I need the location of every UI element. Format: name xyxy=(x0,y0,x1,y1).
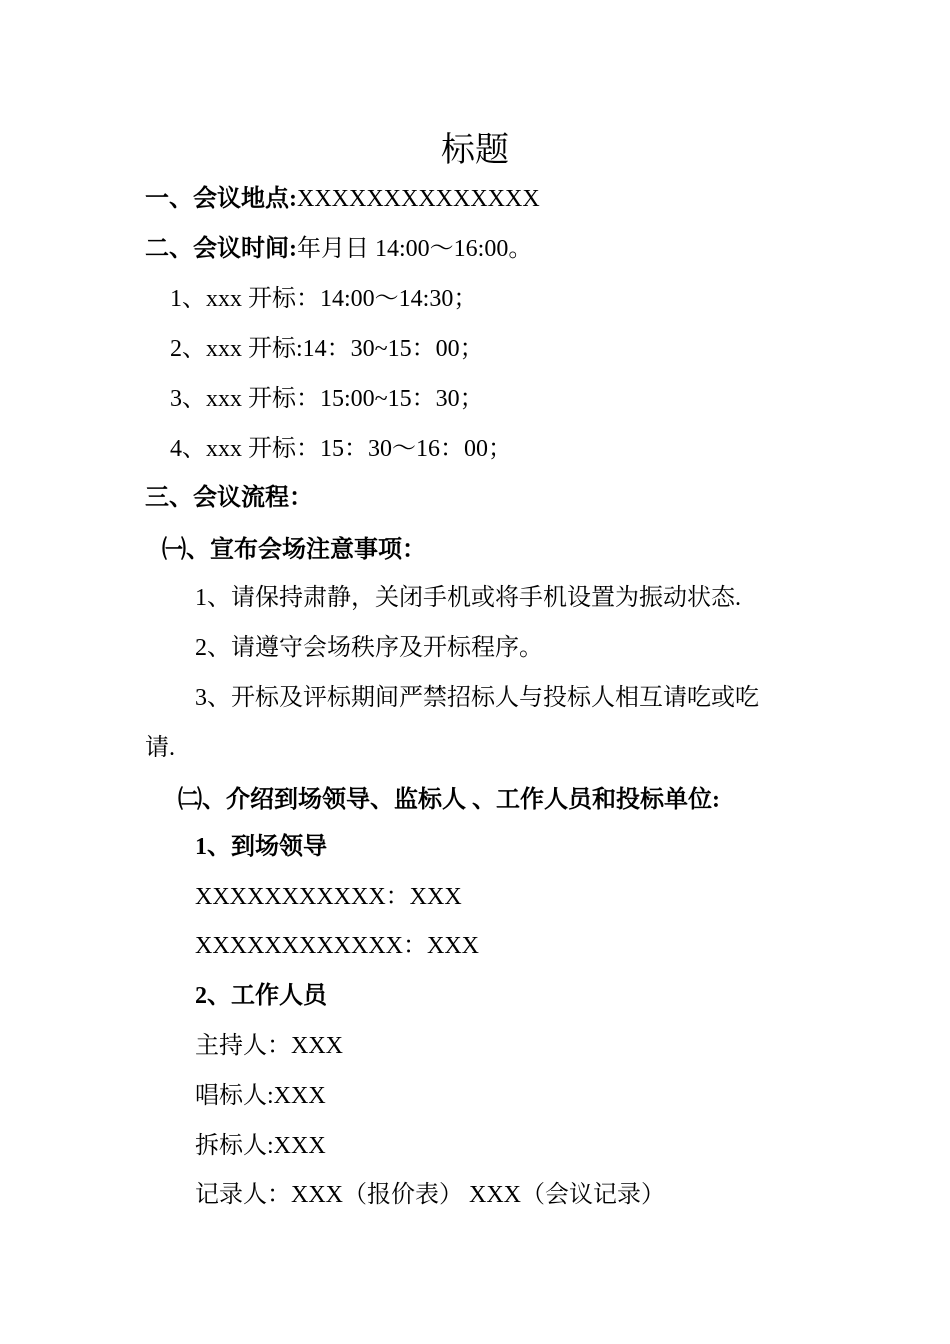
document-title: 标题 xyxy=(441,130,509,170)
meeting-time-line xyxy=(145,233,532,265)
notice-item: 3、开标及评标期间严禁招标人与投标人相互请吃或吃 xyxy=(195,685,759,711)
staff-entry: 拆标人:XXX xyxy=(195,1133,326,1159)
leaders-heading: 1、到场领导 xyxy=(195,834,327,860)
staff-entry: 主持人：XXX xyxy=(195,1033,343,1059)
meeting-time-label: 二、会议时间: xyxy=(145,236,297,262)
schedule-item: 4、xxx 开标：15：30～16：00； xyxy=(170,436,512,462)
notice-item: 1、请保持肃静，关闭手机或将手机设置为振动状态. xyxy=(195,585,741,611)
meeting-time-value: 年月日 14:00～16:00。 xyxy=(297,236,533,262)
schedule-item: 2、xxx 开标:14：30~15：00； xyxy=(170,336,484,362)
meeting-location-line xyxy=(145,183,540,215)
meeting-process-heading: 三、会议流程： xyxy=(145,485,313,511)
schedule-item: 1、xxx 开标：14:00～14:30； xyxy=(170,286,478,312)
staff-entry: 记录人：XXX（报价表） XXX（会议记录） xyxy=(195,1182,665,1208)
introduction-heading: ㈡、介绍到场领导、监标人 、工作人员和投标单位: xyxy=(178,787,720,813)
schedule-item: 3、xxx 开标：15:00~15：30； xyxy=(170,386,484,412)
staff-heading: 2、工作人员 xyxy=(195,983,327,1009)
meeting-location-value: XXXXXXXXXXXXXX xyxy=(297,186,540,212)
leader-entry: XXXXXXXXXXXX：XXX xyxy=(195,933,479,959)
leader-entry: XXXXXXXXXXX：XXX xyxy=(195,884,462,910)
notice-item: 2、请遵守会场秩序及开标程序。 xyxy=(195,635,543,661)
meeting-location-label: 一、会议地点: xyxy=(145,186,297,212)
notice-heading: ㈠、宣布会场注意事项： xyxy=(162,537,426,563)
notice-item-continuation: 请. xyxy=(145,735,175,761)
staff-entry: 唱标人:XXX xyxy=(195,1083,326,1109)
